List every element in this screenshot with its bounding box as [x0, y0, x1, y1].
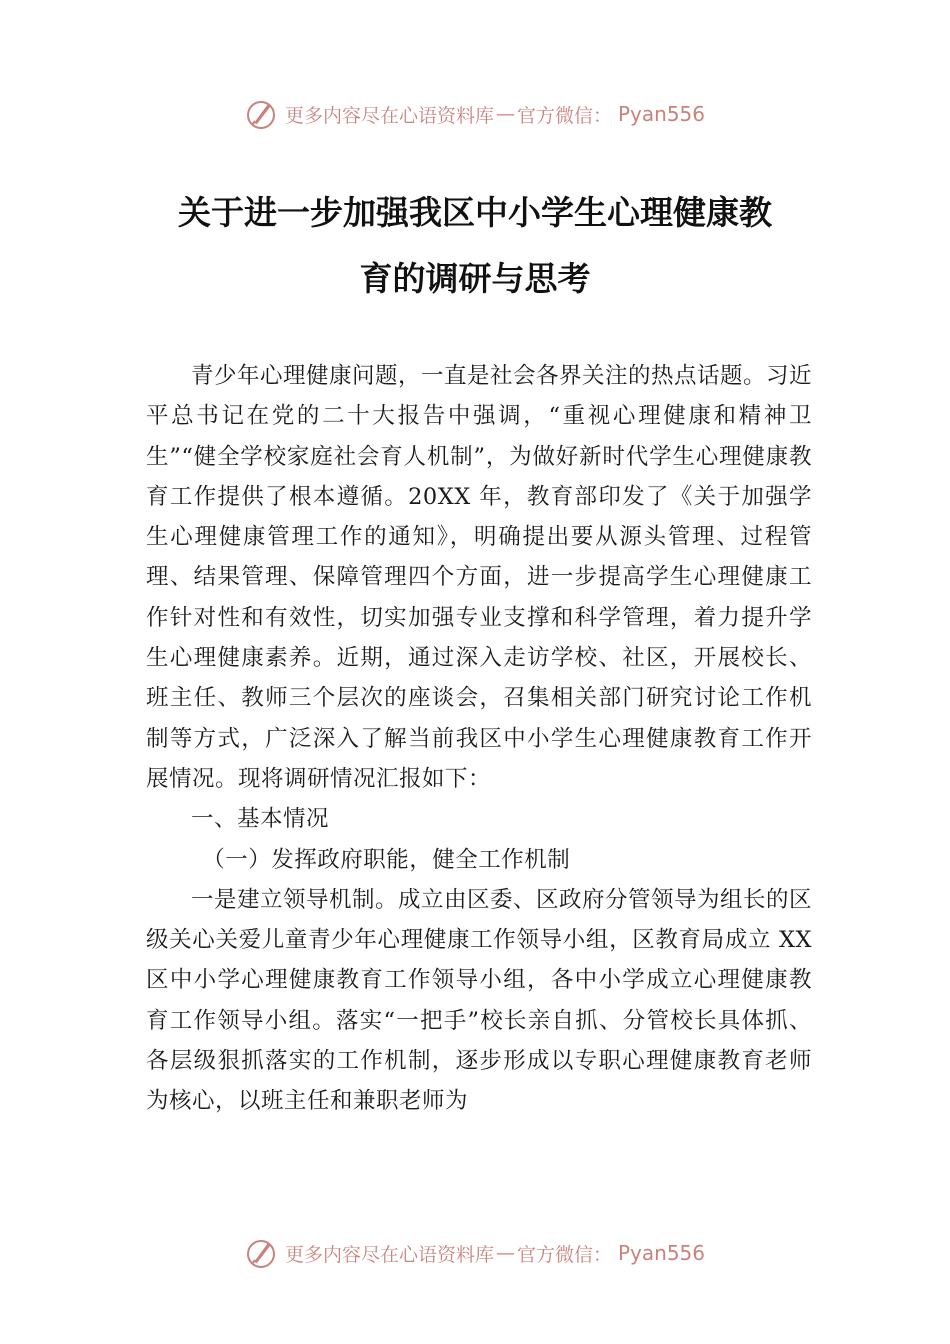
quill-logo-icon — [245, 98, 277, 130]
subsection-heading: （一）发挥政府职能，健全工作机制 — [202, 846, 571, 873]
section-heading: 一、基本情况 — [191, 806, 330, 833]
watermark-account-label: 官方微信： — [516, 104, 612, 127]
watermark-text: 更多内容尽在心语资料库 — [284, 104, 494, 127]
watermark-header — [0, 94, 950, 134]
watermark-separator: — — [495, 103, 515, 125]
watermark-footer — [0, 1233, 950, 1273]
watermark-account-id: Pyan556 — [618, 102, 706, 126]
title-line-2: 育的调研与思考 — [359, 259, 591, 298]
watermark-account-id: Pyan556 — [618, 1241, 706, 1265]
watermark-text: 更多内容尽在心语资料库 — [284, 1243, 494, 1266]
paragraph-intro: 青少年心理健康问题，一直是社会各界关注的热点话题。习近平总书记在党的二十大报告中强调，“重视心理健康和精神卫生”“健全学校家庭社会育人机制”，为做好新时代学生心理健康教育工作提供了根本遵循。20XX 年，教育部印发了《关于加强学生心理健康管理工作的通知》，明确提出要从源头管理、过程管理、结果管理、保障管理四个方面，进一步提高学生心理健康工作针对性和有效性，切实加强专业支撑和科学管理，着力提升学生心理健康素养。近期，通过深入走访学校、社区，开展校长、班主任、教师三个层次的座谈会，召集相关部门研究讨论工作机制等方式，广泛深入了解当前我区中小学生心理健康教育工作开展情况。现将调研情况汇报如下： — [146, 363, 813, 792]
watermark-account-label: 官方微信： — [516, 1243, 612, 1266]
document-title — [120, 180, 830, 312]
quill-logo-icon — [245, 1237, 277, 1269]
paragraph-leadership: 一是建立领导机制。成立由区委、区政府分管领导为组长的区级关心关爱儿童青少年心理健康工作领导小组，区教育局成立 XX 区中小学心理健康教育工作领导小组，各中小学成立心理健康教育工作领导小组。落实“一把手”校长亲自抓、分管校长具体抓、各层级狠抓落实的工作机制，逐步形成以专职心理健康教育老师为核心，以班主任和兼职老师为 — [146, 886, 813, 1115]
title-line-1: 关于进一步加强我区中小学生心理健康教 — [178, 193, 772, 232]
watermark-separator: — — [495, 1242, 515, 1264]
document-body — [146, 356, 812, 1122]
